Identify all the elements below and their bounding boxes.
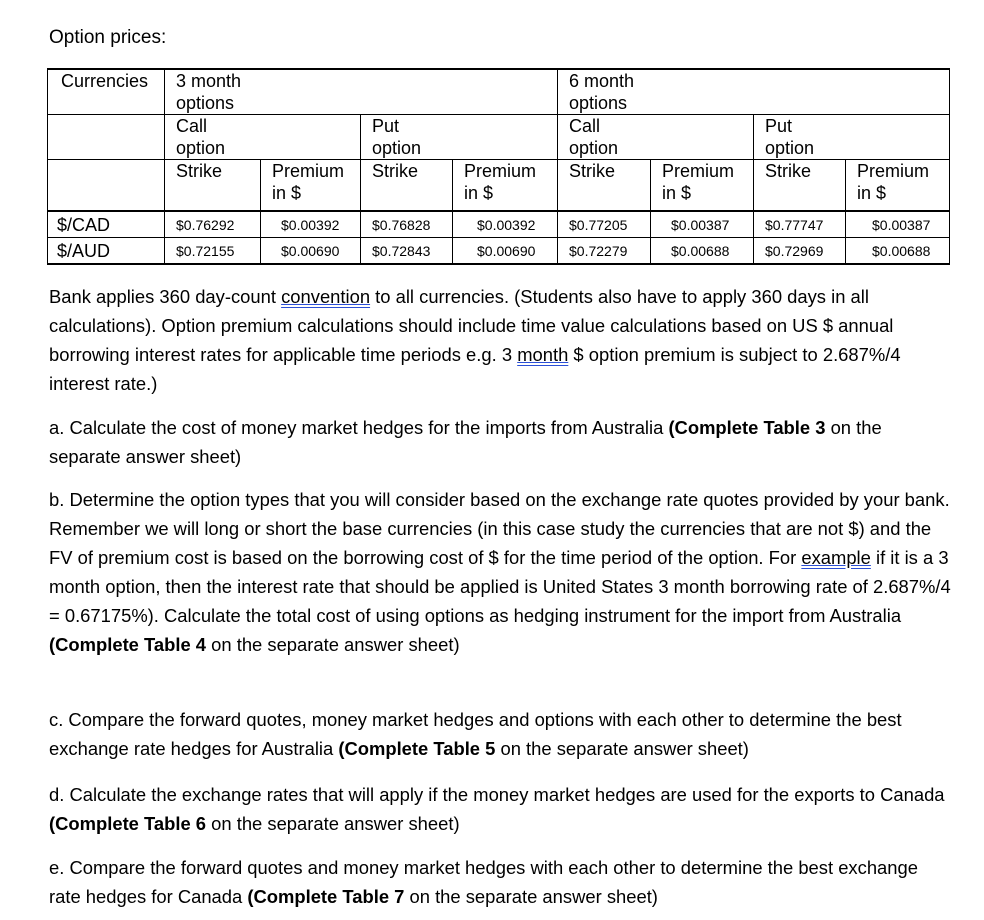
strike-header: Strike: [361, 160, 453, 212]
premium-header: Premium in $: [651, 160, 754, 212]
value-cell: $0.00392: [261, 211, 361, 238]
table-row: [48, 238, 950, 265]
call-option-3m-header: Call option: [165, 115, 261, 160]
table-row-subheaders: [48, 160, 950, 212]
value-cell: $0.76828: [361, 211, 453, 238]
table-row-types: [48, 115, 950, 160]
currency-cell: $/CAD: [48, 211, 165, 238]
premium-header: Premium in $: [453, 160, 558, 212]
table-row: [48, 211, 950, 238]
strike-header: Strike: [754, 160, 846, 212]
option-prices-table: [47, 68, 950, 265]
intro-paragraph: Bank applies 360 day-count convention to all currencies. (Students also have to apply 360 days in all calculations). Option premium calculations should include time value calculations based on US $ annual borrowing interest rates for applicable time periods e.g. 3 month $ option premium is subject to 2.687%/4 interest rate.): [49, 286, 901, 394]
value-cell: $0.72843: [361, 238, 453, 265]
put-option-6m-header: Put option: [754, 115, 846, 160]
value-cell: $0.00690: [261, 238, 361, 265]
value-cell: $0.00688: [846, 238, 950, 265]
value-cell: $0.72969: [754, 238, 846, 265]
call-option-6m-header: Call option: [558, 115, 651, 160]
value-cell: $0.77205: [558, 211, 651, 238]
value-cell: $0.00688: [651, 238, 754, 265]
table-row-groups: [48, 69, 950, 115]
question-a: a. Calculate the cost of money market hedges for the imports from Australia (Complete Table 3 on the separate answer sheet): [49, 417, 882, 467]
question-e: e. Compare the forward quotes and money market hedges with each other to determine the best exchange rate hedges for Canada (Complete Table 7 on the separate answer sheet): [49, 857, 918, 907]
value-cell: $0.72279: [558, 238, 651, 265]
question-d: d. Calculate the exchange rates that will apply if the money market hedges are used for the exports to Canada (Complete Table 6 on the separate answer sheet): [49, 784, 945, 834]
value-cell: $0.76292: [165, 211, 261, 238]
currency-cell: $/AUD: [48, 238, 165, 265]
group-6-month-header: 6 month options: [558, 69, 651, 115]
value-cell: $0.72155: [165, 238, 261, 265]
page-heading: Option prices:: [49, 27, 167, 48]
premium-header: Premium in $: [846, 160, 950, 212]
value-cell: $0.00690: [453, 238, 558, 265]
question-c: c. Compare the forward quotes, money market hedges and options with each other to determine the best exchange rate hedges for Australia (Complete Table 5 on the separate answer sheet): [49, 709, 902, 759]
put-option-3m-header: Put option: [361, 115, 453, 160]
premium-header: Premium in $: [261, 160, 361, 212]
value-cell: $0.00387: [651, 211, 754, 238]
currencies-header: Currencies: [48, 69, 165, 115]
value-cell: $0.77747: [754, 211, 846, 238]
value-cell: $0.00387: [846, 211, 950, 238]
strike-header: Strike: [165, 160, 261, 212]
value-cell: $0.00392: [453, 211, 558, 238]
group-3-month-header: 3 month options: [165, 69, 261, 115]
question-b: b. Determine the option types that you will consider based on the exchange rate quotes provided by your bank. Remember we will long or short the base currencies (in this case study the currencies that are not $) and the FV of premium cost is based on the borrowing cost of $ for the time period of the option. For example if it is a 3 month option, then the interest rate that should be applied is United States 3 month borrowing rate of 2.687%/4 = 0.67175%). Calculate the total cost of using options as hedging instrument for the import from Australia (Complete Table 4 on the separate answer sheet): [49, 489, 951, 655]
strike-header: Strike: [558, 160, 651, 212]
